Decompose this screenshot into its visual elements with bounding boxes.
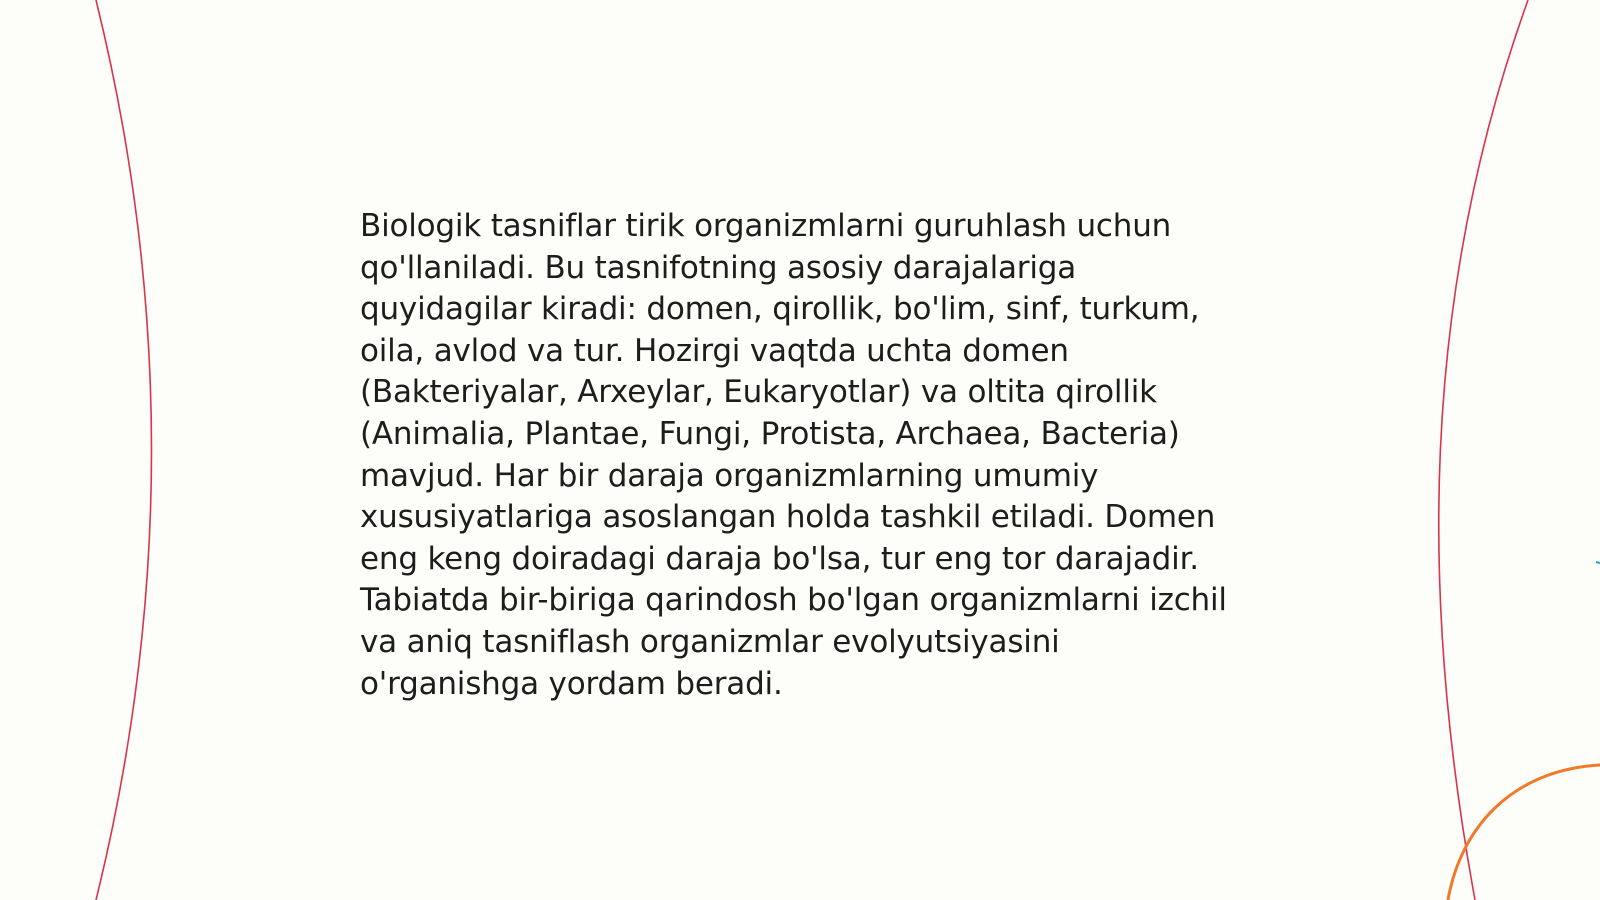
teal-mark: [1596, 562, 1600, 563]
left-red-arc: [96, 0, 152, 900]
right-red-arc: [1439, 0, 1528, 900]
slide-body-text: Biologik tasniflar tirik organizmlarni guruhlash uchun qo'llaniladi. Bu tasnifotning asosiy darajalariga quyidagilar kiradi: domen, qirollik, bo'lim, sinf, turkum, oila, avlod va tur. Hozirgi vaqtda uchta domen (Bakteriyalar, Arxeylar, Eukaryotlar) va oltita qirollik (Animalia, Plantae, Fungi, Protista, Archaea, Bacteria) mavjud. Har bir daraja organizmlarning umumiy xususiyatlariga asoslangan holda tashkil etiladi. Domen eng keng doiradagi daraja bo'lsa, tur eng tor darajadir. Tabiatda bir-biriga qarindosh bo'lgan organizmlarni izchil va aniq tasniflash organizmlar evolyutsiyasini o'rganishga yordam beradi.: [360, 208, 1227, 702]
